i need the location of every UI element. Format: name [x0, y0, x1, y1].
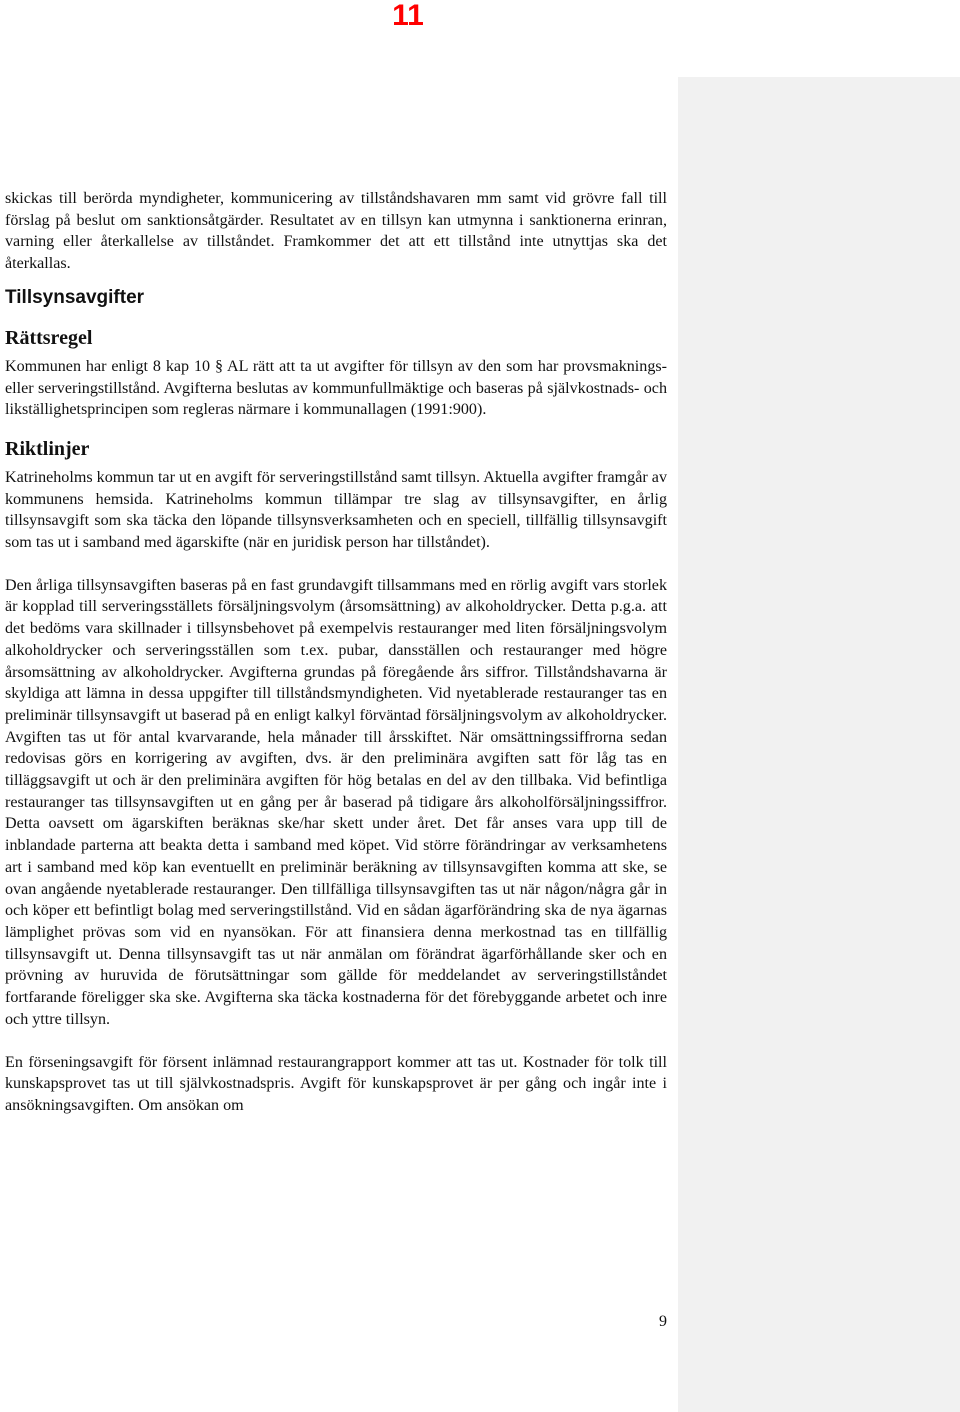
- document-body: [5, 188, 667, 1117]
- subheading-rattsregel: Rättsregel: [5, 326, 93, 349]
- footer-page-number: 9: [659, 1313, 667, 1330]
- section-heading-tillsynsavgifter: Tillsynsavgifter: [5, 286, 145, 308]
- rattsregel-paragraph: Kommunen har enligt 8 kap 10 § AL rätt att ta ut avgifter för tillsyn av den som har provsmaknings- eller serveringstillstånd. Avgifterna beslutas av kommunfullmäktige och baseras på självkostnads- och likställighetsprincipen som regleras närmare i kommunallagen (1991:900).: [5, 357, 667, 419]
- arlig-tillsynsavgift-paragraph: Den årliga tillsynsavgiften baseras på en fast grundavgift tillsammans med en rörlig avgift vars storlek är kopplad till serveringsställets försäljningsvolym (årsomsättning) av alkoholdrycker. Detta p.g.a. att det bedöms vara skillnader i tillsynsbehovet på exempelvis restauranger med liten försäljningsvolym alkoholdrycker och serveringsställen som t.ex. pubar, dansställen och restauranger med högre årsomsättning av alkoholdrycker. Avgifterna grundas på föregående års siffror. Tillståndshavarna är skyldiga att lämna in dessa uppgifter till tillståndsmyndigheten. Vid nyetablerade restauranger tas en preliminär tillsynsavgift ut baserad på en enligt kalkyl förväntad försäljningsvolym av alkoholdrycker. Avgiften tas ut för antal kvarvarande, hela månader till årsskiftet. När omsättningssiffrorna sedan redovisas görs en korrigering av avgiften, dvs. är den preliminära avgiften satt för låg tas en tilläggsavgift ut och är den preliminära avgiften för hög betalas en del av den tillbaka. Vid befintliga restauranger tas tillsynsavgiften ut en gång per år baserad på tidigare års alkoholförsäljningssiffror. Detta oavsett om ägarskiften beräknas ske/har skett under året. Det får anses vara upp till de inblandade parterna att beakta detta i samband med köpet. Vid större förändringar av verksamhetens art i samband med köp kan eventuellt en preliminär beräkning av tillsynsavgiften komma att ske, se ovan angående nyetablerade restauranger. Den tillfälliga tillsynsavgiften tas ut när någon/några går in och köper ett befintligt bolag med serveringstillstånd. Vid en sådan ägarförändring ska de nya ägarnas lämplighet prövas som vid en nyansökan. För att finansiera denna merkostnad tas en tillfällig tillsynsavgift ut. Denna tillsynsavgift tas ut när anmälan om förändrat ägarförhållande sker och en prövning av huruvida de förutsättningar som gällde för meddelandet av serveringstillståndet fortfarande föreligger ska ske. Avgifterna ska täcka kostnaderna för det förebyggande arbetet och inre och yttre tillsyn.: [5, 576, 667, 1028]
- header-page-number: 11: [392, 0, 424, 32]
- riktlinjer-paragraph: Katrineholms kommun tar ut en avgift för serveringstillstånd samt tillsyn. Aktuella avgifter framgår av kommunens hemsida. Katrineholms kommun tillämpar tre slag av tillsynsavgifter, en årlig tillsynsavgift som ska täcka den löpande tillsynsverksamheten och en speciell, tillfällig tillsynsavgift som tas ut i samband med ägarskifte (när en juridisk person har tillståndet).: [5, 468, 667, 552]
- intro-paragraph: skickas till berörda myndigheter, kommunicering av tillståndshavaren mm samt vid grövre fall till förslag på beslut om sanktionsåtgärder. Resultatet av en tillsyn kan utmynna i sanktionerna erinran, varning eller återkallelse av tillståndet. Framkommer det att ett tillstånd inte utnyttjas ska det återkallas.: [5, 190, 667, 273]
- subheading-riktlinjer: Riktlinjer: [5, 437, 90, 460]
- forseningsavgift-paragraph: En förseningsavgift för försent inlämnad restaurangrapport kommer att tas ut. Kostnader för tolk till kunskapsprovet tas ut till självkostnadspris. Avgift för kunskapsprovet är per gång och ingår inte i ansökningsavgiften. Om ansökan om: [5, 1053, 667, 1114]
- comment-pane: [678, 77, 960, 1412]
